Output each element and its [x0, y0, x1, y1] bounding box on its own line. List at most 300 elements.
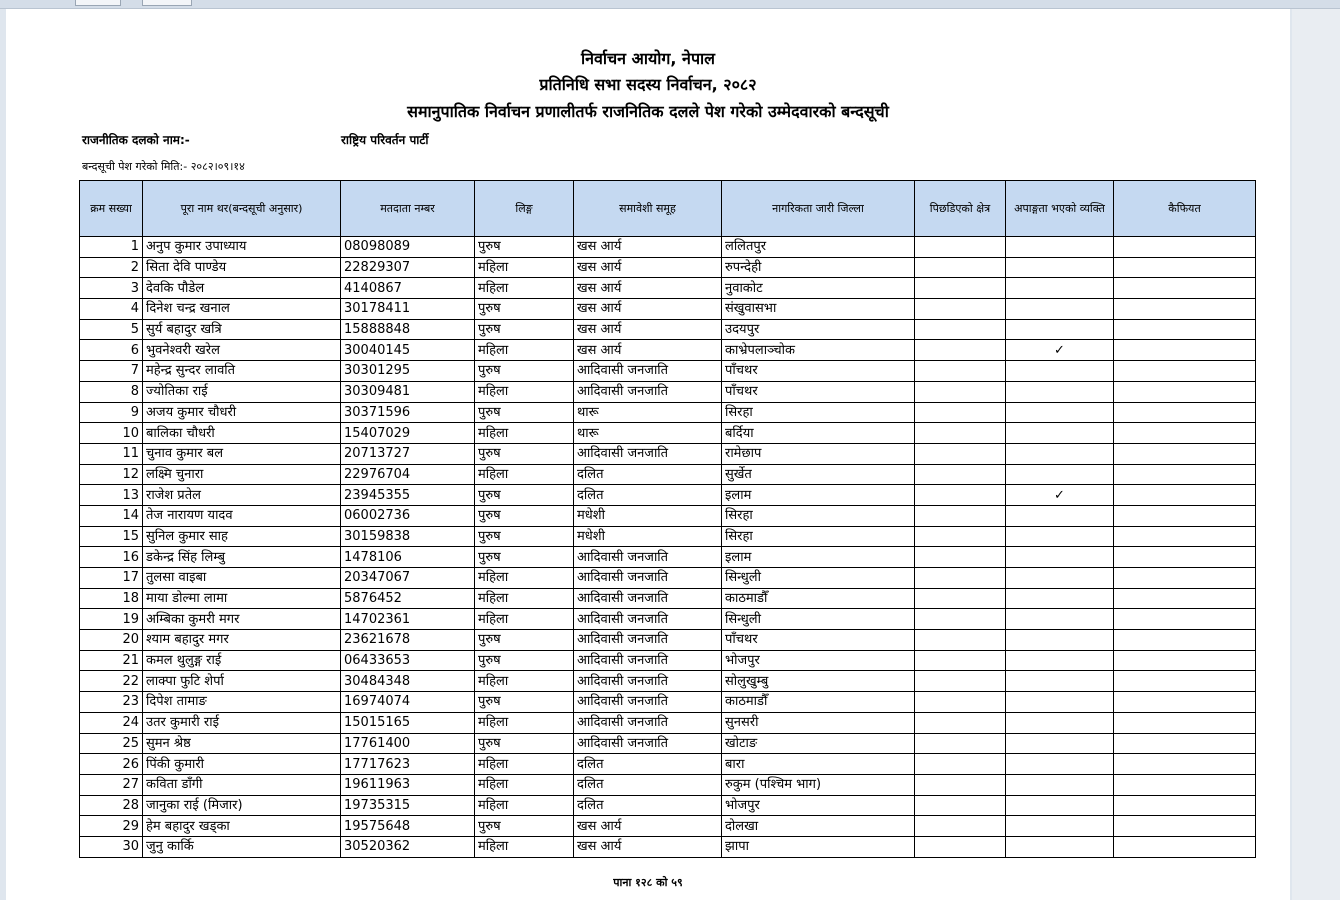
row-remarks: [1114, 588, 1256, 609]
row-disabled-mark: [1006, 630, 1114, 651]
row-serial: 29: [80, 816, 143, 837]
row-serial: 12: [80, 464, 143, 485]
table-row: [80, 340, 1256, 361]
row-voter-number: 30309481: [341, 381, 475, 402]
row-gender: महिला: [475, 381, 574, 402]
row-name: सुमन श्रेष्ठ: [143, 733, 341, 754]
row-serial: 1: [80, 237, 143, 258]
table-row: [80, 671, 1256, 692]
table-row: [80, 816, 1256, 837]
row-name: सिता देवि पाण्डेय: [143, 257, 341, 278]
row-serial: 27: [80, 774, 143, 795]
row-inclusive-group: आदिवासी जनजाति: [574, 381, 722, 402]
row-voter-number: 06002736: [341, 505, 475, 526]
table-header-row: [80, 181, 1256, 237]
table-row: [80, 526, 1256, 547]
row-remarks: [1114, 485, 1256, 506]
row-serial: 24: [80, 712, 143, 733]
row-backward-area: [915, 671, 1006, 692]
row-serial: 9: [80, 402, 143, 423]
row-gender: पुरुष: [475, 505, 574, 526]
row-serial: 10: [80, 423, 143, 444]
row-district: रुकुम (पश्चिम भाग): [722, 774, 915, 795]
row-serial: 28: [80, 795, 143, 816]
row-inclusive-group: मधेशी: [574, 526, 722, 547]
row-district: संखुवासभा: [722, 299, 915, 320]
row-gender: महिला: [475, 588, 574, 609]
row-backward-area: [915, 733, 1006, 754]
row-district: दोलखा: [722, 816, 915, 837]
row-backward-area: [915, 340, 1006, 361]
row-backward-area: [915, 319, 1006, 340]
row-backward-area: [915, 505, 1006, 526]
row-remarks: [1114, 671, 1256, 692]
row-gender: महिला: [475, 464, 574, 485]
row-serial: 26: [80, 754, 143, 775]
row-serial: 17: [80, 568, 143, 589]
row-disabled-mark: [1006, 609, 1114, 630]
row-gender: महिला: [475, 423, 574, 444]
title-election: प्रतिनिधि सभा सदस्य निर्वाचन, २०८२: [539, 75, 757, 94]
row-voter-number: 30301295: [341, 361, 475, 382]
col-header-district: नागरिकता जारी जिल्ला: [722, 181, 915, 237]
row-inclusive-group: आदिवासी जनजाति: [574, 568, 722, 589]
row-disabled-mark: [1006, 381, 1114, 402]
row-disabled-mark: [1006, 505, 1114, 526]
row-backward-area: [915, 588, 1006, 609]
row-remarks: [1114, 816, 1256, 837]
row-disabled-mark: [1006, 257, 1114, 278]
row-gender: पुरुष: [475, 402, 574, 423]
row-serial: 13: [80, 485, 143, 506]
row-inclusive-group: थारू: [574, 423, 722, 444]
row-backward-area: [915, 568, 1006, 589]
row-name: माया डोल्मा लामा: [143, 588, 341, 609]
row-disabled-mark: [1006, 650, 1114, 671]
table-row: [80, 754, 1256, 775]
title-commission: निर्वाचन आयोग, नेपाल: [580, 49, 716, 68]
table-row: [80, 836, 1256, 857]
table-row: [80, 547, 1256, 568]
row-gender: पुरुष: [475, 733, 574, 754]
row-name: लक्ष्मि चुनारा: [143, 464, 341, 485]
row-backward-area: [915, 754, 1006, 775]
row-voter-number: 30178411: [341, 299, 475, 320]
row-inclusive-group: खस आर्य: [574, 319, 722, 340]
row-voter-number: 19611963: [341, 774, 475, 795]
row-serial: 14: [80, 505, 143, 526]
row-inclusive-group: दलित: [574, 774, 722, 795]
row-disabled-mark: [1006, 319, 1114, 340]
row-district: इलाम: [722, 547, 915, 568]
row-district: काभ्रेपलाञ्चोक: [722, 340, 915, 361]
row-backward-area: [915, 526, 1006, 547]
row-name: कमल थुलुङ्ग राई: [143, 650, 341, 671]
col-header-voter-number: मतदाता नम्बर: [341, 181, 475, 237]
row-district: इलाम: [722, 485, 915, 506]
table-row: [80, 712, 1256, 733]
row-disabled-mark: [1006, 692, 1114, 713]
table-row: [80, 278, 1256, 299]
row-disabled-mark: [1006, 754, 1114, 775]
table-row: [80, 588, 1256, 609]
row-district: सिरहा: [722, 526, 915, 547]
row-name: कविता डाँगी: [143, 774, 341, 795]
row-inclusive-group: खस आर्य: [574, 340, 722, 361]
row-remarks: [1114, 630, 1256, 651]
row-name: श्याम बहादुर मगर: [143, 630, 341, 651]
row-voter-number: 1478106: [341, 547, 475, 568]
row-serial: 21: [80, 650, 143, 671]
row-backward-area: [915, 278, 1006, 299]
table-row: [80, 733, 1256, 754]
row-serial: 3: [80, 278, 143, 299]
row-name: डकेन्द्र सिंह लिम्बु: [143, 547, 341, 568]
row-name: भुवनेश्वरी खरेल: [143, 340, 341, 361]
row-district: खोटाङ: [722, 733, 915, 754]
row-district: रामेछाप: [722, 443, 915, 464]
row-voter-number: 22976704: [341, 464, 475, 485]
row-disabled-mark: [1006, 402, 1114, 423]
row-district: नुवाकोट: [722, 278, 915, 299]
title-closed-list: समानुपातिक निर्वाचन प्रणालीतर्फ राजनितिक दलले पेश गरेको उम्मेदवारको बन्दसूची: [407, 102, 889, 121]
row-voter-number: 15015165: [341, 712, 475, 733]
row-serial: 15: [80, 526, 143, 547]
row-district: काठमाडौँ: [722, 588, 915, 609]
row-name: जुनु कार्कि: [143, 836, 341, 857]
row-name: अनुप कुमार उपाध्याय: [143, 237, 341, 258]
row-disabled-mark: [1006, 733, 1114, 754]
row-gender: महिला: [475, 257, 574, 278]
row-name: दिपेश तामाङ: [143, 692, 341, 713]
row-gender: पुरुष: [475, 816, 574, 837]
submission-date: बन्दसूची पेश गरेको मिति:- २०८२।०९।१४: [82, 160, 245, 173]
row-name: ज्योतिका राई: [143, 381, 341, 402]
row-name: पिंकी कुमारी: [143, 754, 341, 775]
col-header-serial: क्रम सख्या: [80, 181, 143, 237]
row-remarks: [1114, 650, 1256, 671]
row-voter-number: 20347067: [341, 568, 475, 589]
row-gender: पुरुष: [475, 692, 574, 713]
toolbar-button[interactable]: [75, 0, 121, 6]
row-remarks: [1114, 609, 1256, 630]
row-inclusive-group: दलित: [574, 464, 722, 485]
table-row: [80, 402, 1256, 423]
col-header-gender: लिङ्ग: [475, 181, 574, 237]
row-remarks: [1114, 423, 1256, 444]
row-district: सोलुखुम्बु: [722, 671, 915, 692]
row-voter-number: 19575648: [341, 816, 475, 837]
row-serial: 7: [80, 361, 143, 382]
row-serial: 25: [80, 733, 143, 754]
row-remarks: [1114, 443, 1256, 464]
row-backward-area: [915, 299, 1006, 320]
row-district: पाँचथर: [722, 630, 915, 651]
row-disabled-mark: [1006, 299, 1114, 320]
row-name: अम्बिका कुमरी मगर: [143, 609, 341, 630]
row-name: सुनिल कुमार साह: [143, 526, 341, 547]
row-remarks: [1114, 568, 1256, 589]
table-row: [80, 774, 1256, 795]
row-inclusive-group: आदिवासी जनजाति: [574, 443, 722, 464]
row-backward-area: [915, 630, 1006, 651]
row-remarks: [1114, 505, 1256, 526]
table-row: [80, 692, 1256, 713]
row-inclusive-group: आदिवासी जनजाति: [574, 361, 722, 382]
row-remarks: [1114, 836, 1256, 857]
row-name: चुनाव कुमार बल: [143, 443, 341, 464]
row-disabled-mark: [1006, 795, 1114, 816]
row-remarks: [1114, 257, 1256, 278]
row-backward-area: [915, 237, 1006, 258]
row-disabled-mark: ✓: [1006, 485, 1114, 506]
row-inclusive-group: खस आर्य: [574, 278, 722, 299]
row-serial: 6: [80, 340, 143, 361]
row-disabled-mark: [1006, 712, 1114, 733]
row-disabled-mark: [1006, 526, 1114, 547]
row-serial: 5: [80, 319, 143, 340]
row-voter-number: 4140867: [341, 278, 475, 299]
row-gender: महिला: [475, 340, 574, 361]
row-backward-area: [915, 485, 1006, 506]
row-district: सिरहा: [722, 505, 915, 526]
row-disabled-mark: [1006, 278, 1114, 299]
candidate-table: [79, 180, 1256, 858]
row-gender: पुरुष: [475, 630, 574, 651]
row-disabled-mark: [1006, 671, 1114, 692]
row-inclusive-group: खस आर्य: [574, 836, 722, 857]
row-serial: 8: [80, 381, 143, 402]
col-header-inclusive-group: समावेशी समूह: [574, 181, 722, 237]
row-remarks: [1114, 340, 1256, 361]
row-inclusive-group: आदिवासी जनजाति: [574, 692, 722, 713]
table-row: [80, 299, 1256, 320]
row-voter-number: 06433653: [341, 650, 475, 671]
row-district: पाँचथर: [722, 381, 915, 402]
row-remarks: [1114, 547, 1256, 568]
row-district: सिन्धुली: [722, 568, 915, 589]
row-inclusive-group: आदिवासी जनजाति: [574, 733, 722, 754]
table-row: [80, 381, 1256, 402]
row-backward-area: [915, 381, 1006, 402]
row-name: हेम बहादुर खड्का: [143, 816, 341, 837]
row-voter-number: 17717623: [341, 754, 475, 775]
row-disabled-mark: [1006, 464, 1114, 485]
table-row: [80, 257, 1256, 278]
row-voter-number: 30159838: [341, 526, 475, 547]
row-gender: पुरुष: [475, 319, 574, 340]
row-gender: महिला: [475, 754, 574, 775]
row-name: सुर्य बहादुर खत्रि: [143, 319, 341, 340]
row-name: जानुका राई (मिजार): [143, 795, 341, 816]
row-disabled-mark: [1006, 443, 1114, 464]
party-label: राजनीतिक दलको नाम:-: [82, 133, 190, 147]
row-voter-number: 30371596: [341, 402, 475, 423]
row-inclusive-group: आदिवासी जनजाति: [574, 609, 722, 630]
row-gender: पुरुष: [475, 650, 574, 671]
row-inclusive-group: दलित: [574, 795, 722, 816]
row-gender: पुरुष: [475, 237, 574, 258]
row-name: तुलसा वाइबा: [143, 568, 341, 589]
table-row: [80, 423, 1256, 444]
row-inclusive-group: आदिवासी जनजाति: [574, 547, 722, 568]
row-district: रुपन्देही: [722, 257, 915, 278]
row-remarks: [1114, 402, 1256, 423]
row-serial: 20: [80, 630, 143, 651]
row-district: बर्दिया: [722, 423, 915, 444]
row-gender: महिला: [475, 836, 574, 857]
row-district: बारा: [722, 754, 915, 775]
row-serial: 22: [80, 671, 143, 692]
col-header-remarks: कैफियत: [1114, 181, 1256, 237]
table-row: [80, 505, 1256, 526]
table-row: [80, 464, 1256, 485]
row-disabled-mark: [1006, 816, 1114, 837]
row-voter-number: 22829307: [341, 257, 475, 278]
row-disabled-mark: [1006, 423, 1114, 444]
row-remarks: [1114, 237, 1256, 258]
row-inclusive-group: थारू: [574, 402, 722, 423]
row-name: दिनेश चन्द्र खनाल: [143, 299, 341, 320]
row-disabled-mark: [1006, 237, 1114, 258]
row-district: ललितपुर: [722, 237, 915, 258]
row-voter-number: 15407029: [341, 423, 475, 444]
row-district: सिन्धुली: [722, 609, 915, 630]
row-district: सिरहा: [722, 402, 915, 423]
row-gender: महिला: [475, 609, 574, 630]
row-serial: 4: [80, 299, 143, 320]
row-serial: 18: [80, 588, 143, 609]
table-row: [80, 361, 1256, 382]
row-name: उतर कुमारी राई: [143, 712, 341, 733]
row-remarks: [1114, 299, 1256, 320]
row-disabled-mark: [1006, 547, 1114, 568]
table-row: [80, 568, 1256, 589]
row-gender: महिला: [475, 278, 574, 299]
row-gender: महिला: [475, 712, 574, 733]
row-remarks: [1114, 754, 1256, 775]
row-district: काठमाडौँ: [722, 692, 915, 713]
row-voter-number: 17761400: [341, 733, 475, 754]
row-backward-area: [915, 795, 1006, 816]
row-name: राजेश प्रतेल: [143, 485, 341, 506]
row-name: देवकि पौडेल: [143, 278, 341, 299]
row-gender: पुरुष: [475, 361, 574, 382]
row-backward-area: [915, 692, 1006, 713]
col-header-disabled: अपाङ्गता भएको व्यक्ति: [1006, 181, 1114, 237]
row-inclusive-group: आदिवासी जनजाति: [574, 630, 722, 651]
row-gender: पुरुष: [475, 547, 574, 568]
row-disabled-mark: [1006, 588, 1114, 609]
row-inclusive-group: दलित: [574, 754, 722, 775]
row-remarks: [1114, 278, 1256, 299]
row-remarks: [1114, 733, 1256, 754]
page-number: पाना १२८ को ५९: [613, 876, 683, 889]
row-backward-area: [915, 712, 1006, 733]
row-remarks: [1114, 526, 1256, 547]
row-backward-area: [915, 443, 1006, 464]
row-inclusive-group: आदिवासी जनजाति: [574, 712, 722, 733]
table-row: [80, 630, 1256, 651]
row-inclusive-group: खस आर्य: [574, 299, 722, 320]
row-voter-number: 30484348: [341, 671, 475, 692]
row-inclusive-group: आदिवासी जनजाति: [574, 588, 722, 609]
row-gender: महिला: [475, 774, 574, 795]
row-remarks: [1114, 795, 1256, 816]
row-backward-area: [915, 547, 1006, 568]
table-row: [80, 609, 1256, 630]
row-voter-number: 30040145: [341, 340, 475, 361]
row-inclusive-group: खस आर्य: [574, 816, 722, 837]
row-remarks: [1114, 381, 1256, 402]
row-remarks: [1114, 774, 1256, 795]
row-backward-area: [915, 402, 1006, 423]
row-voter-number: 19735315: [341, 795, 475, 816]
row-backward-area: [915, 816, 1006, 837]
row-voter-number: 14702361: [341, 609, 475, 630]
row-inclusive-group: आदिवासी जनजाति: [574, 650, 722, 671]
row-disabled-mark: [1006, 836, 1114, 857]
table-row: [80, 319, 1256, 340]
row-backward-area: [915, 464, 1006, 485]
row-gender: महिला: [475, 671, 574, 692]
row-name: लाक्पा फुटि शेर्पा: [143, 671, 341, 692]
row-inclusive-group: खस आर्य: [574, 237, 722, 258]
row-name: तेज नारायण यादव: [143, 505, 341, 526]
row-backward-area: [915, 609, 1006, 630]
row-backward-area: [915, 257, 1006, 278]
row-voter-number: 20713727: [341, 443, 475, 464]
row-voter-number: 08098089: [341, 237, 475, 258]
row-backward-area: [915, 774, 1006, 795]
row-gender: पुरुष: [475, 299, 574, 320]
row-serial: 30: [80, 836, 143, 857]
row-disabled-mark: [1006, 774, 1114, 795]
vertical-scrollbar[interactable]: [1292, 9, 1340, 900]
row-remarks: [1114, 712, 1256, 733]
viewer-toolbar: [0, 0, 1340, 9]
row-gender: महिला: [475, 795, 574, 816]
party-name: राष्ट्रिय परिवर्तन पार्टी: [341, 133, 429, 147]
row-gender: पुरुष: [475, 526, 574, 547]
row-voter-number: 5876452: [341, 588, 475, 609]
document-page: [6, 9, 1290, 900]
row-district: झापा: [722, 836, 915, 857]
row-remarks: [1114, 464, 1256, 485]
table-row: [80, 237, 1256, 258]
row-district: पाँचथर: [722, 361, 915, 382]
row-district: भोजपुर: [722, 650, 915, 671]
row-inclusive-group: मधेशी: [574, 505, 722, 526]
row-gender: पुरुष: [475, 485, 574, 506]
row-voter-number: 15888848: [341, 319, 475, 340]
row-voter-number: 23945355: [341, 485, 475, 506]
col-header-backward-area: पिछडिएको क्षेत्र: [915, 181, 1006, 237]
row-district: भोजपुर: [722, 795, 915, 816]
row-name: महेन्द्र सुन्दर लावति: [143, 361, 341, 382]
row-backward-area: [915, 423, 1006, 444]
row-name: बालिका चौधरी: [143, 423, 341, 444]
toolbar-button[interactable]: [142, 0, 192, 6]
col-header-name: पूरा नाम थर(बन्दसूची अनुसार): [143, 181, 341, 237]
row-inclusive-group: खस आर्य: [574, 257, 722, 278]
row-gender: पुरुष: [475, 443, 574, 464]
row-backward-area: [915, 650, 1006, 671]
row-district: सुर्खेत: [722, 464, 915, 485]
table-row: [80, 650, 1256, 671]
row-inclusive-group: आदिवासी जनजाति: [574, 671, 722, 692]
row-serial: 19: [80, 609, 143, 630]
